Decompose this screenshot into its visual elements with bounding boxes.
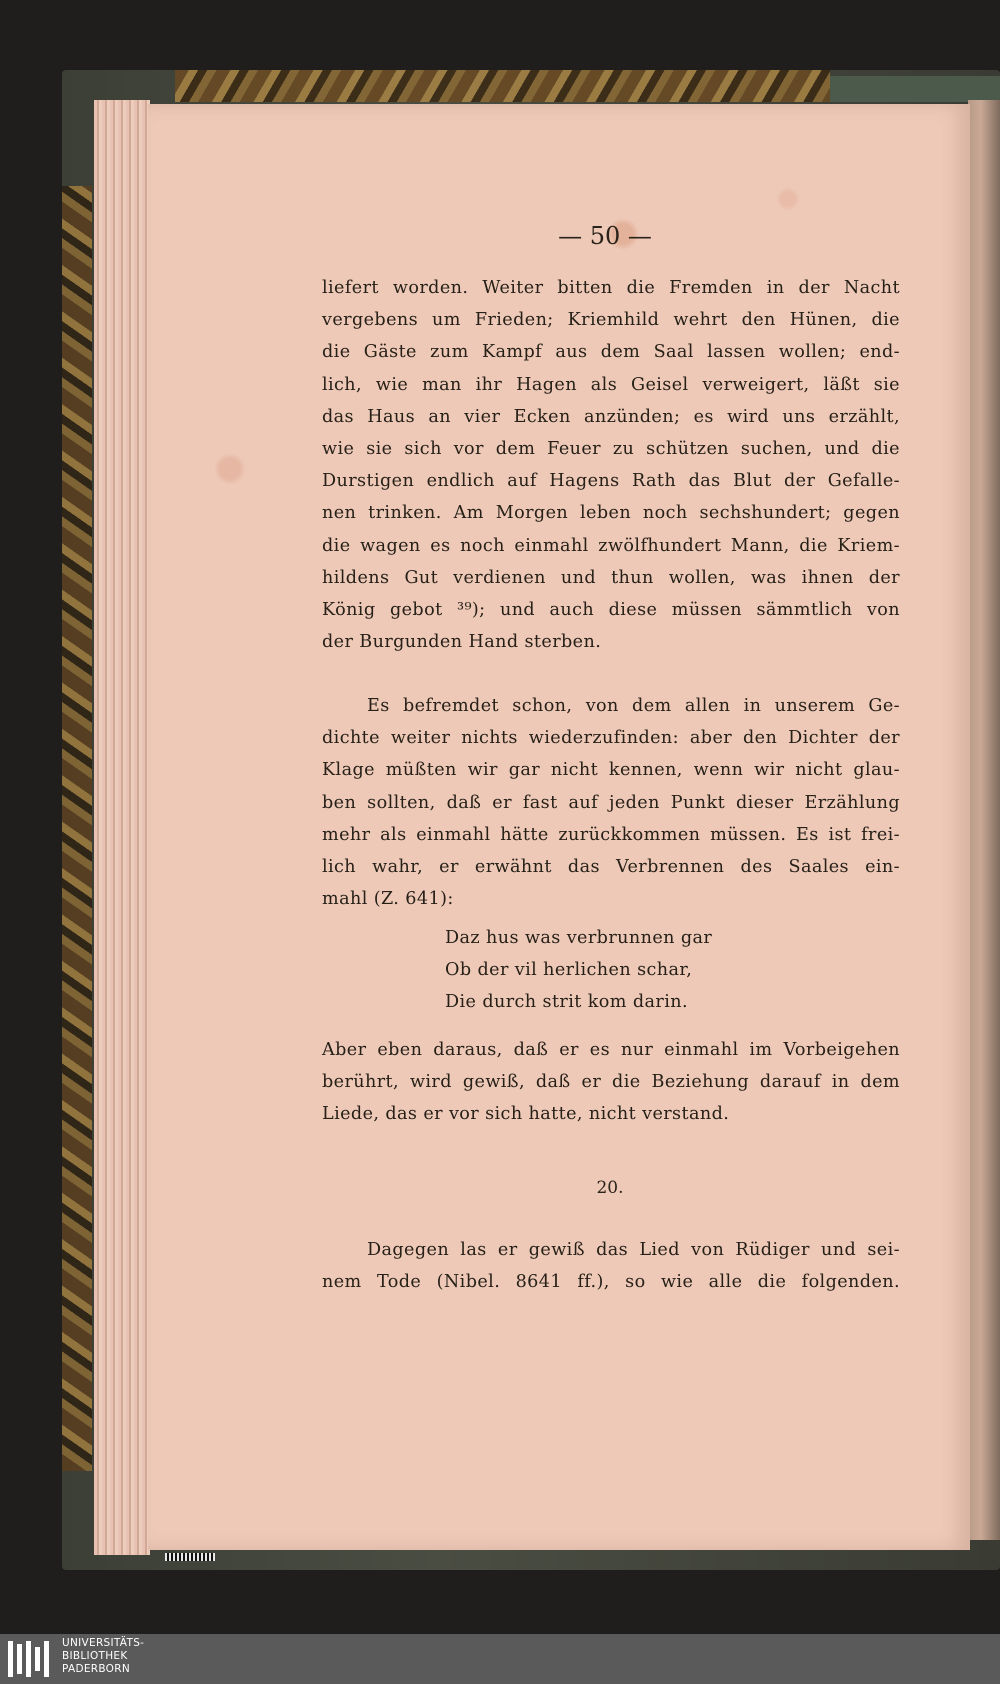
library-logo-text bbox=[62, 1637, 262, 1676]
bookmark-ribbon-marker bbox=[165, 1553, 215, 1561]
text-line: lich wahr, er erwähnt das Verbrennen des Saales ein- bbox=[322, 856, 900, 877]
text-line: Aber eben daraus, daß er es nur einmahl im Vorbeigehen bbox=[322, 1040, 900, 1060]
logo-line: BIBLIOTHEK bbox=[62, 1650, 128, 1662]
cover-cloth-edge bbox=[830, 76, 1000, 102]
text-line: vergebens um Frieden; Kriemhild wehrt den Hünen, die bbox=[322, 310, 900, 331]
marbled-spine-edge bbox=[62, 186, 92, 1471]
text-line: Es befremdet schon, von dem allen in unserem Ge- bbox=[367, 696, 900, 716]
verse-line: Die durch strit kom darin. bbox=[445, 992, 688, 1013]
paragraph-1 bbox=[322, 272, 900, 658]
paragraph-3 bbox=[322, 1034, 900, 1131]
text-line: liefert worden. Weiter bitten die Fremden in der Nacht bbox=[322, 278, 900, 298]
text-line: König gebot ³⁹); und auch diese müssen sämmtlich von bbox=[322, 599, 900, 620]
text-line: Liede, das er vor sich hatte, nicht verstand. bbox=[322, 1104, 730, 1125]
text-line: mahl (Z. 641): bbox=[322, 889, 454, 910]
text-line: nen trinken. Am Morgen leben noch sechshundert; gegen bbox=[322, 503, 900, 524]
text-line: das Haus an vier Ecken anzünden; es wird uns erzählt, bbox=[322, 406, 900, 427]
text-line: wie sie sich vor dem Feuer zu schützen suchen, und die bbox=[322, 438, 900, 459]
text-line: der Burgunden Hand sterben. bbox=[322, 632, 602, 653]
library-logo-icon bbox=[6, 1640, 58, 1678]
paragraph-2 bbox=[322, 690, 900, 915]
marbled-top-edge bbox=[175, 70, 830, 102]
text-line: hildens Gut verdienen und thun wollen, was ihnen der bbox=[322, 567, 900, 588]
text-line: Durstigen endlich auf Hagens Rath das Blut der Gefalle- bbox=[322, 471, 900, 492]
facing-page-edge bbox=[968, 100, 1000, 1540]
page-number: — 50 — bbox=[558, 222, 652, 250]
text-line: lich, wie man ihr Hagen als Geisel verweigert, läßt sie bbox=[322, 374, 900, 395]
text-line: nem Tode (Nibel. 8641 ff.), so wie alle die folgenden. bbox=[322, 1272, 900, 1293]
text-line: ben sollten, daß er fast auf jeden Punkt dieser Erzählung bbox=[322, 792, 900, 813]
logo-line: PADERBORN bbox=[62, 1663, 130, 1675]
text-line: Klage müßten wir gar nicht kennen, wenn wir nicht glau- bbox=[322, 760, 900, 781]
text-line: dichte weiter nichts wiederzufinden: aber den Dichter der bbox=[322, 728, 900, 749]
verse-line: Daz hus was verbrunnen gar bbox=[445, 928, 713, 948]
text-line: die Gäste zum Kampf aus dem Saal lassen wollen; end- bbox=[322, 342, 900, 363]
verse-quote bbox=[445, 922, 795, 1019]
text-line: mehr als einmahl hätte zurückkommen müssen. Es ist frei- bbox=[322, 824, 900, 845]
text-line: Dagegen las er gewiß das Lied von Rüdiger und sei- bbox=[367, 1240, 900, 1260]
text-line: berührt, wird gewiß, daß er die Beziehung darauf in dem bbox=[322, 1072, 900, 1093]
text-line: die wagen es noch einmahl zwölfhundert Mann, die Kriem- bbox=[322, 535, 900, 556]
logo-line: UNIVERSITÄTS- bbox=[62, 1637, 145, 1649]
page-edges bbox=[94, 100, 150, 1555]
section-number: 20. bbox=[596, 1178, 624, 1198]
verse-line: Ob der vil herlichen schar, bbox=[445, 960, 693, 981]
paragraph-4 bbox=[322, 1234, 900, 1298]
